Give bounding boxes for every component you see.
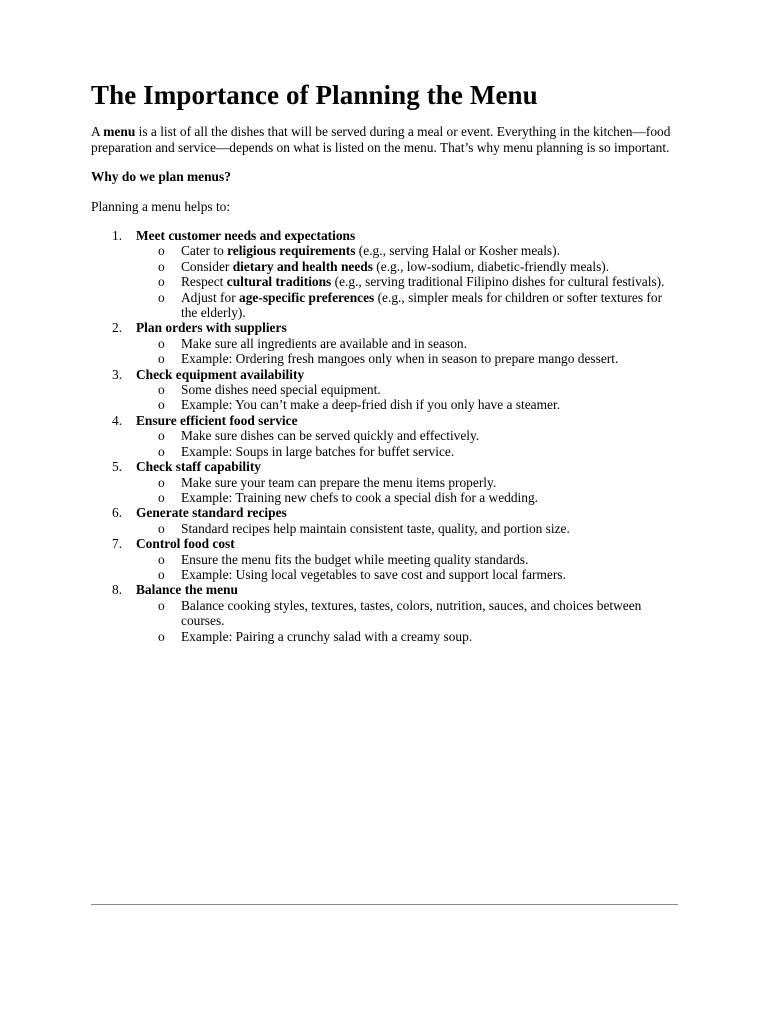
item-number: 5. [112, 459, 123, 475]
bullet-icon: o [158, 474, 165, 490]
sub-item-text: (e.g., low-sodium, diabetic-friendly meals). [372, 258, 610, 274]
list-item [91, 413, 681, 459]
item-number: 8. [112, 582, 123, 598]
intro-text-rest: is a list of all the dishes that will be served during a meal or event. Everything in the kitchen—food preparation and service—depends on what is listed on the menu. That’s why menu planning is so important. [91, 124, 671, 155]
sub-list [136, 521, 681, 536]
sub-item-text: Cater to [181, 243, 228, 259]
item-number: 2. [112, 320, 123, 336]
sub-list [136, 552, 681, 583]
sub-item-text: Make sure dishes can be served quickly and effectively. [181, 428, 480, 444]
sub-item-text: (e.g., serving traditional Filipino dishes for cultural festivals). [331, 274, 665, 290]
bullet-icon: o [158, 428, 165, 444]
item-title: Control food cost [136, 536, 235, 552]
bullet-icon: o [158, 520, 165, 536]
item-title: Plan orders with suppliers [136, 320, 287, 336]
sub-item-text: Respect [181, 274, 227, 290]
sub-item-text: Adjust for [181, 289, 240, 305]
list-item [91, 505, 681, 536]
sub-list-item [136, 598, 681, 629]
sub-item-text: Some dishes need special equipment. [181, 382, 381, 398]
item-number: 1. [112, 228, 123, 243]
sub-list-item [136, 382, 681, 397]
sub-list-item [136, 243, 681, 258]
sub-list-item [136, 490, 681, 505]
sub-list-item [136, 397, 681, 412]
item-number: 4. [112, 412, 123, 428]
list-item [91, 582, 681, 644]
intro-paragraph [91, 124, 681, 155]
sub-list-item [136, 552, 681, 567]
sub-list [136, 428, 681, 459]
bullet-icon: o [158, 243, 165, 259]
bullet-icon: o [158, 597, 165, 613]
sub-list-item [136, 629, 681, 644]
item-title: Check equipment availability [136, 366, 305, 382]
intro-bold-term: menu [103, 124, 136, 139]
bullet-icon: o [158, 443, 165, 459]
sub-item-text: Consider [181, 258, 233, 274]
sub-item-bold: religious requirements [227, 243, 356, 259]
sub-item-text: Make sure all ingredients are available and in season. [181, 335, 467, 351]
sub-list-item [136, 428, 681, 443]
bullet-icon: o [158, 397, 165, 413]
bullet-icon: o [158, 566, 165, 582]
sub-list-item [136, 259, 681, 274]
sub-list [136, 336, 681, 367]
bullet-icon: o [158, 489, 165, 505]
sub-list-item [136, 521, 681, 536]
item-title: Meet customer needs and expectations [136, 228, 356, 243]
sub-list-item [136, 274, 681, 289]
document-page [91, 78, 681, 644]
sub-item-text: Example: Soups in large batches for buffet service. [181, 443, 455, 459]
list-item [91, 536, 681, 582]
item-title: Generate standard recipes [136, 505, 287, 521]
section-question: Why do we plan menus? [91, 169, 231, 184]
list-item [91, 367, 681, 413]
sub-item-bold: age-specific preferences [239, 289, 375, 305]
item-number: 7. [112, 536, 123, 552]
item-title: Balance the menu [136, 582, 238, 598]
list-item [91, 228, 681, 320]
sub-item-text: Example: You can’t make a deep-fried dish if you only have a steamer. [181, 397, 561, 413]
page-title: The Importance of Planning the Menu [91, 80, 538, 110]
list-item [91, 320, 681, 366]
bullet-icon: o [158, 551, 165, 567]
sub-item-text: Example: Training new chefs to cook a special dish for a wedding. [181, 489, 539, 505]
sub-item-text: Standard recipes help maintain consistent taste, quality, and portion size. [181, 520, 570, 536]
sub-item-text: Example: Pairing a crunchy salad with a creamy soup. [181, 628, 473, 644]
sub-list-item [136, 444, 681, 459]
sub-item-bold: dietary and health needs [232, 258, 373, 274]
list-item [91, 459, 681, 505]
footer-divider [91, 904, 678, 905]
sub-list [136, 475, 681, 506]
bullet-icon: o [158, 628, 165, 644]
intro-text-start: A [91, 124, 104, 139]
item-number: 3. [112, 366, 123, 382]
sub-list-item [136, 567, 681, 582]
item-title: Ensure efficient food service [136, 412, 298, 428]
sub-list [136, 382, 681, 413]
bullet-icon: o [158, 382, 165, 398]
bullet-icon: o [158, 289, 165, 305]
bullet-icon: o [158, 351, 165, 367]
sub-item-text: Make sure your team can prepare the menu items properly. [181, 474, 497, 490]
sub-item-bold: cultural traditions [226, 274, 332, 290]
bullet-icon: o [158, 335, 165, 351]
sub-item-text: (e.g., simpler meals for children or softer textures for the elderly). [181, 289, 663, 321]
item-number: 6. [112, 505, 123, 521]
sub-item-text: (e.g., serving Halal or Kosher meals). [355, 243, 560, 259]
list-lead-in: Planning a menu helps to: [91, 198, 231, 214]
sub-list-item [136, 475, 681, 490]
bullet-icon: o [158, 258, 165, 274]
sub-item-text: Balance cooking styles, textures, tastes, colors, nutrition, sauces, and choices between courses. [181, 597, 642, 629]
sub-list-item [136, 290, 681, 321]
sub-item-text: Example: Ordering fresh mangoes only when in season to prepare mango dessert. [181, 351, 619, 367]
bullet-icon: o [158, 274, 165, 290]
sub-list [136, 598, 681, 644]
sub-list-item [136, 351, 681, 366]
sub-item-text: Example: Using local vegetables to save cost and support local farmers. [181, 566, 566, 582]
sub-item-text: Ensure the menu fits the budget while meeting quality standards. [181, 551, 529, 567]
sub-list [136, 243, 681, 320]
sub-list-item [136, 336, 681, 351]
reasons-list [91, 228, 681, 644]
item-title: Check staff capability [136, 459, 261, 475]
